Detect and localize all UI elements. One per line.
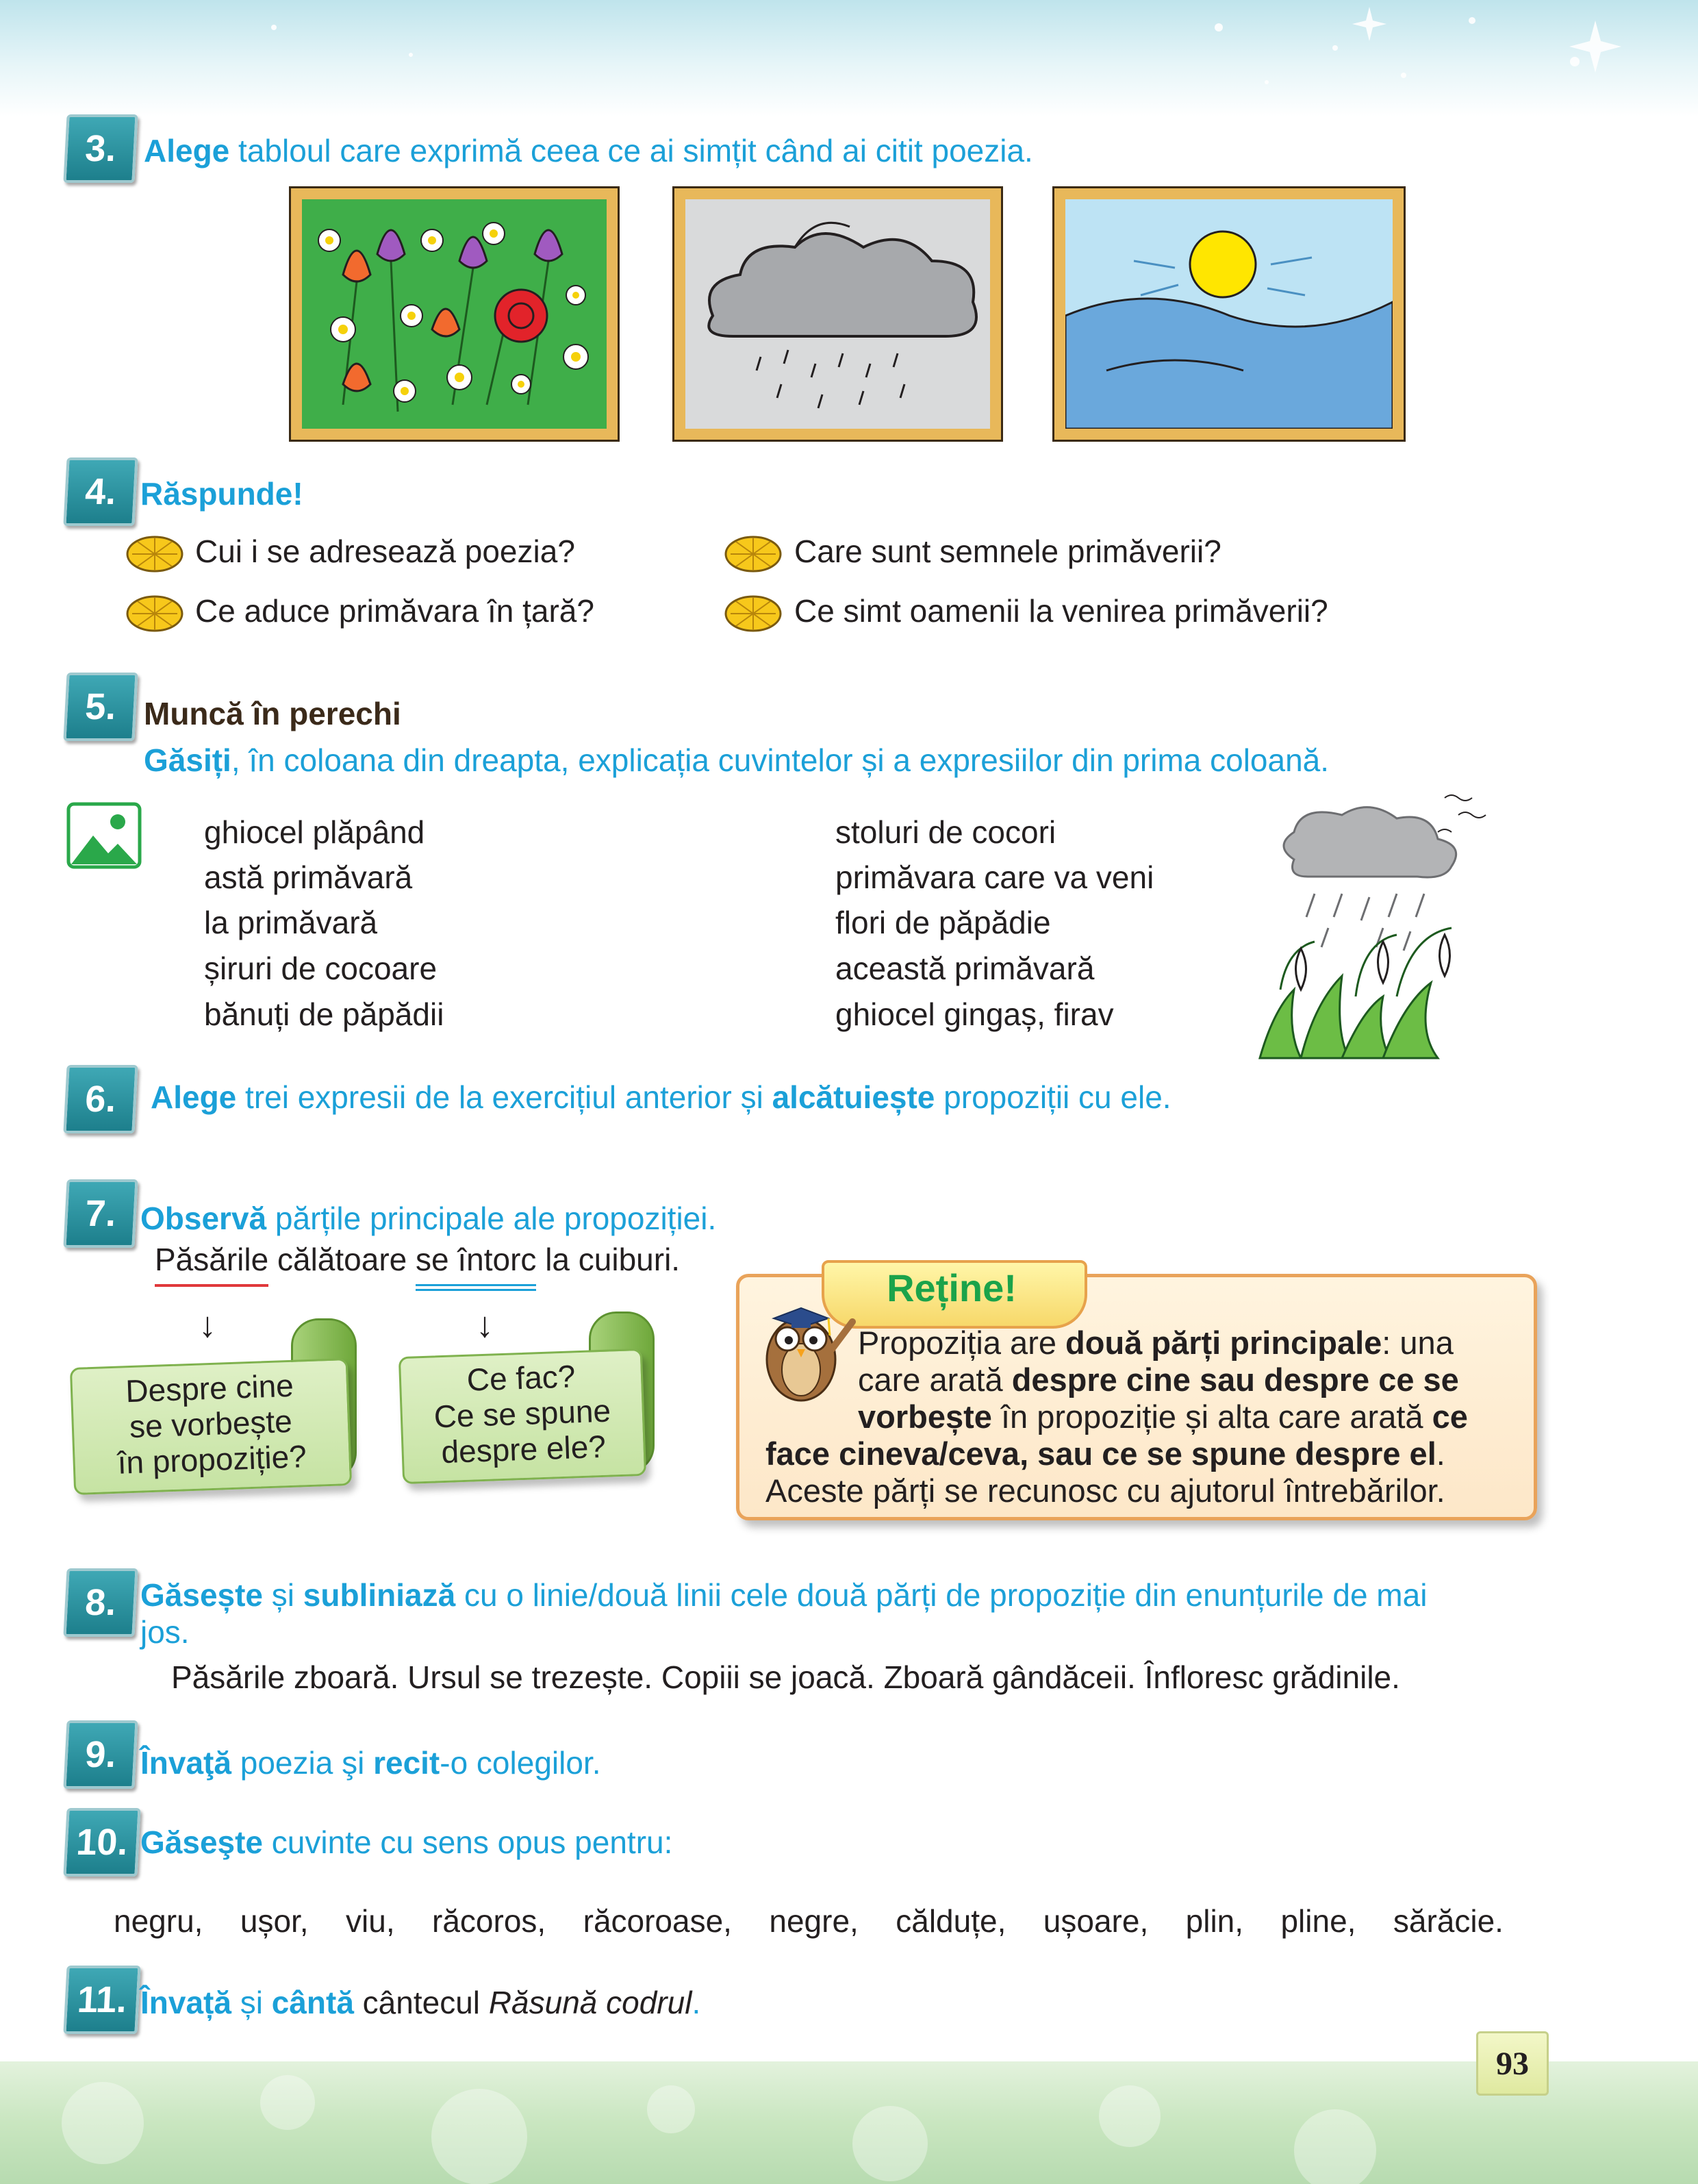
instruction-verb: Găseşte: [140, 1824, 264, 1860]
exercise-6-instruction: [151, 1079, 1171, 1116]
instruction-verb: cântă: [271, 1985, 354, 2020]
word-item: plin,: [1185, 1903, 1244, 1939]
exercise-10-instruction: [140, 1824, 672, 1861]
sentence-subject: Păsările: [155, 1242, 268, 1287]
opposite-words-list: [114, 1903, 1504, 1940]
exercise-8-number-badge: [63, 1568, 138, 1637]
instruction-text: -o colegilor.: [440, 1745, 601, 1781]
scroll-line: despre ele?: [440, 1428, 607, 1470]
instruction-text: și: [231, 1985, 272, 2020]
question-3: Ce aduce primăvara în țară?: [195, 593, 594, 629]
instruction-verb: Găsește: [140, 1577, 264, 1613]
instruction-verb: Alege: [151, 1079, 237, 1115]
instruction-verb: Învaţă: [140, 1745, 231, 1781]
instruction-verb: Observă: [140, 1201, 267, 1236]
word-item: negru,: [114, 1903, 203, 1939]
rain-picture: [685, 199, 990, 429]
word-item: călduțe,: [896, 1903, 1006, 1939]
bokeh-decoration: [0, 2061, 1698, 2184]
instruction-verb: Învață: [140, 1985, 231, 2020]
remember-title: Reține!: [887, 1266, 1017, 1309]
instruction-text: cântecul: [353, 1985, 489, 2020]
exercise-number: 10.: [75, 1822, 129, 1863]
expression-left-3: la primăvară: [204, 905, 378, 940]
dandelion-icon: [724, 535, 783, 573]
scroll-line: Ce se spune: [433, 1392, 611, 1435]
explanation-right-1: stoluri de cocori: [835, 814, 1056, 850]
image-placeholder-icon: [66, 801, 142, 870]
explanation-right-2: primăvara care va veni: [835, 859, 1154, 895]
instruction-text: .: [692, 1985, 701, 2020]
instruction-verb: Răspunde!: [140, 476, 303, 512]
remember-line-2: [858, 1361, 1459, 1398]
explanation-right-3: flori de păpădie: [835, 905, 1051, 940]
exercise-10-number-badge: [63, 1808, 140, 1877]
remember-text: : una: [1382, 1325, 1454, 1361]
predicate-question-scroll: [398, 1348, 646, 1484]
word-item: negre,: [769, 1903, 859, 1939]
dandelion-icon: [724, 594, 783, 633]
word-item: sărăcie.: [1393, 1903, 1504, 1939]
exercise-4-number-badge: [63, 457, 138, 526]
remember-bold: două părți principale: [1065, 1325, 1382, 1361]
exercise-8-instruction-line-1: [140, 1577, 1427, 1614]
word-item: răcoroase,: [583, 1903, 732, 1939]
word-item: viu,: [346, 1903, 395, 1939]
exercise-4-title: [140, 475, 303, 512]
expression-left-4: șiruri de cocoare: [204, 951, 438, 986]
sparkles-decoration: [0, 0, 1698, 116]
exercise-number: 5.: [84, 686, 118, 727]
dandelion-icon: [125, 535, 184, 573]
picture-frame-rain: [674, 188, 1001, 440]
word-item: ușor,: [240, 1903, 309, 1939]
pair-work-title: Muncă în perechi: [144, 696, 401, 731]
question-4: Ce simt oamenii la venirea primăverii?: [794, 593, 1328, 629]
expression-left-5: bănuți de păpădii: [204, 996, 444, 1032]
top-decorative-band: [0, 0, 1698, 116]
exercise-5-instruction: [144, 742, 1329, 779]
instruction-text: cu o linie/două linii cele două părți de propoziție din enunțurile de mai: [455, 1577, 1428, 1613]
sentence-predicate: întorc: [457, 1242, 536, 1291]
remember-bold: despre cine sau despre ce se: [1011, 1361, 1459, 1398]
subject-question-scroll: [70, 1358, 352, 1495]
instruction-text: și: [263, 1577, 303, 1613]
instruction-verb: Alege: [144, 133, 230, 168]
exercise-number: 3.: [84, 128, 118, 169]
dandelion-icon: [125, 594, 184, 633]
instruction-text: poezia şi: [231, 1745, 374, 1781]
remember-bold: vorbește: [858, 1398, 992, 1435]
instruction-text: tabloul care exprimă ceea ce ai simțit când ai citit poezia.: [229, 133, 1033, 168]
remember-text: Propoziția are: [858, 1325, 1066, 1361]
remember-text: în propoziție și alta care arată: [991, 1398, 1432, 1435]
question-2: Care sunt semnele primăverii?: [794, 534, 1221, 569]
page-number: 93: [1476, 2031, 1549, 2096]
remember-bold: ce: [1432, 1398, 1468, 1435]
instruction-verb: alcătuiește: [772, 1079, 935, 1115]
instruction-verb: Găsiți: [144, 742, 231, 778]
exercise-5-number-badge: [63, 673, 138, 741]
scroll-line: Despre cine: [125, 1367, 294, 1409]
owl-teacher-icon: [753, 1288, 856, 1404]
exercise-5-title: [144, 695, 401, 732]
remember-text: .: [1436, 1435, 1445, 1472]
sun-picture: [1065, 199, 1393, 429]
instruction-verb: subliniază: [303, 1577, 456, 1613]
exercise-number: 4.: [84, 471, 118, 512]
instruction-text: părțile principale ale propoziției.: [266, 1201, 717, 1236]
exercise-6-number-badge: [63, 1065, 138, 1133]
instruction-verb: recit: [373, 1745, 440, 1781]
exercise-3-instruction: [144, 132, 1033, 169]
scroll-line: se vorbește: [129, 1403, 293, 1445]
word-item: pline,: [1280, 1903, 1356, 1939]
scroll-line: Ce fac?: [466, 1358, 576, 1398]
exercise-number: 8.: [84, 1582, 118, 1623]
exercise-9-number-badge: [63, 1720, 138, 1789]
snowdrops-rain-illustration: [1232, 784, 1493, 1065]
word-item: ușoare,: [1043, 1903, 1149, 1939]
flowers-picture: [302, 199, 607, 429]
remember-line-5: Aceste părți se recunosc cu ajutorul întrebărilor.: [765, 1472, 1445, 1509]
sentence-text: la cuiburi.: [536, 1242, 681, 1277]
instruction-text: cuvinte cu sens opus pentru:: [263, 1824, 673, 1860]
question-1: Cui i se adresează poezia?: [195, 534, 575, 569]
exercise-11-instruction: [140, 1984, 700, 2021]
instruction-text: , în coloana din dreapta, explicația cuvintelor și a expresiilor din prima coloană.: [231, 742, 1330, 778]
sentence-predicate: se: [416, 1242, 449, 1291]
remember-line-1: [858, 1324, 1454, 1361]
exercise-number: 6.: [84, 1079, 118, 1120]
exercise-number: 9.: [84, 1734, 118, 1775]
exercise-number: 11.: [76, 1979, 128, 2020]
exercise-8-instruction-line-2: jos.: [140, 1614, 190, 1650]
exercise-9-instruction: [140, 1744, 600, 1781]
instruction-text: trei expresii de la exercițiul anterior și: [236, 1079, 772, 1115]
exercise-3-number-badge: [63, 114, 138, 183]
remember-text: care arată: [858, 1361, 1012, 1398]
exercise-7-number-badge: [63, 1179, 138, 1248]
song-title: Răsună codrul: [488, 1985, 692, 2020]
picture-frame-sun: [1054, 188, 1404, 440]
expression-left-2: astă primăvară: [204, 859, 413, 895]
remember-bold: face cineva/ceva, sau ce se spune despre el: [765, 1435, 1436, 1472]
word-item: răcoros,: [432, 1903, 546, 1939]
remember-line-4: [765, 1435, 1445, 1472]
explanation-right-4: această primăvară: [835, 951, 1095, 986]
explanation-right-5: ghiocel gingaș, firav: [835, 996, 1114, 1032]
bottom-decorative-band: [0, 2061, 1698, 2184]
expression-left-1: ghiocel plăpând: [204, 814, 425, 850]
sentence-predicate: [449, 1242, 458, 1291]
scroll-line: în propoziție?: [116, 1438, 307, 1481]
picture-frame-flowers: [291, 188, 618, 440]
exercise-11-number-badge: [63, 1966, 140, 2034]
arrow-down-icon: ↓: [476, 1305, 494, 1345]
instruction-text: propoziții cu ele.: [935, 1079, 1171, 1115]
exercise-7-instruction: [140, 1200, 716, 1237]
arrow-down-icon: ↓: [199, 1305, 216, 1345]
exercise-number: 7.: [84, 1193, 118, 1234]
remember-line-3: [858, 1398, 1468, 1435]
sentence-text: călătoare: [268, 1242, 416, 1277]
exercise-8-sentences: Păsările zboară. Ursul se trezește. Copiii se joacă. Zboară gândăceii. Înfloresc grădinile.: [171, 1659, 1400, 1695]
example-sentence: [155, 1241, 680, 1278]
